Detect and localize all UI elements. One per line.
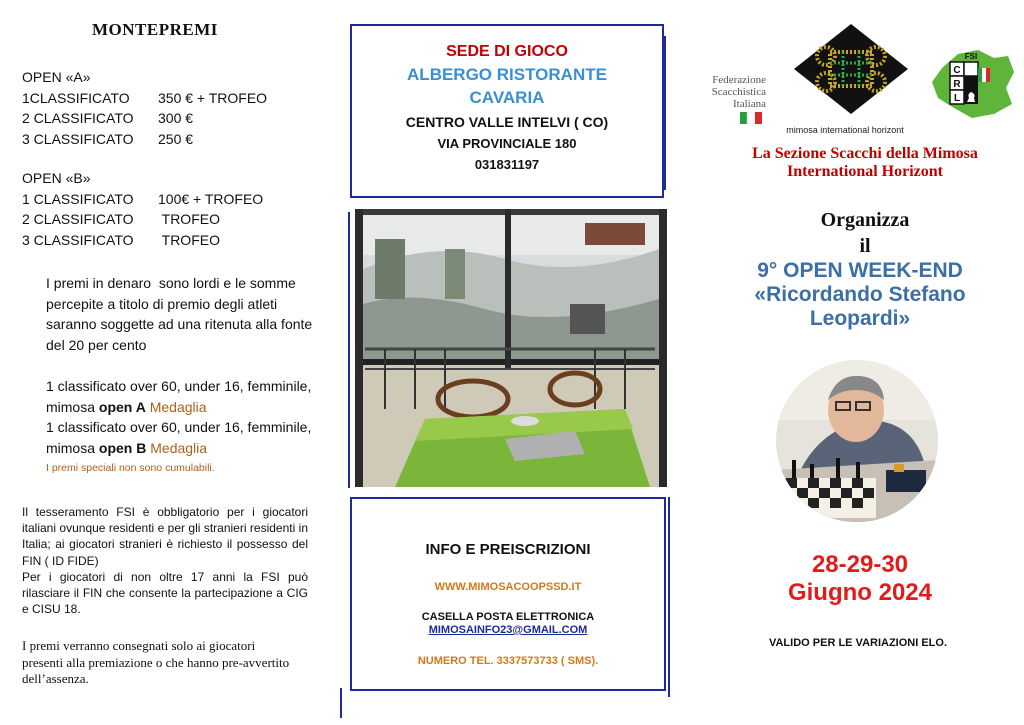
prize-place: 1 CLASSIFICATO xyxy=(22,190,134,207)
open-a-title: OPEN «A» xyxy=(22,69,91,85)
albergo-line-2: CAVARIA xyxy=(469,88,545,107)
tournament-title xyxy=(700,259,1020,331)
open-a-prize-list xyxy=(22,67,267,149)
sede-title: SEDE DI GIOCO xyxy=(446,43,568,60)
crl-letter-l: L xyxy=(953,93,961,104)
prize-amount: 350 € + TROFEO xyxy=(158,89,268,106)
fsi-paragraph-2: Per i giocatori di non oltre 17 anni la FSI può rilasciare il FIN che consente la partecipazione a CIG e CISU 18. xyxy=(22,569,308,617)
special-b-open: open B xyxy=(98,439,147,456)
venue-locality: CENTRO VALLE INTELVI ( CO) xyxy=(405,114,609,130)
prize-amount: 100€ + TROFEO xyxy=(158,190,264,207)
portrait-image xyxy=(776,360,938,522)
tournament-title-line-3: Leopardi» xyxy=(809,307,911,330)
email-link[interactable]: MIMOSAINFO23@GMAIL.COM xyxy=(428,624,588,636)
special-prizes xyxy=(46,376,314,479)
crl-letter-r: R xyxy=(953,79,961,90)
prize-row xyxy=(22,108,267,129)
prize-amount: TROFEO xyxy=(158,211,220,227)
federazione-scacchistica-logo xyxy=(686,74,766,120)
mimosa-logo xyxy=(788,22,914,116)
tournament-dates xyxy=(740,551,980,607)
special-a-open: open A xyxy=(98,398,146,415)
open-b-prize-list xyxy=(22,168,263,250)
decorative-line xyxy=(668,497,670,697)
special-prize-b xyxy=(46,417,314,458)
info-title: INFO E PREISCRIZIONI xyxy=(425,541,591,558)
prize-amount: TROFEO xyxy=(158,231,220,248)
special-a-medal: Medaglia xyxy=(145,398,207,415)
mimosa-knot-icon xyxy=(788,22,914,116)
open-b-title: OPEN «B» xyxy=(22,170,91,186)
mimosa-caption: mimosa international horizont xyxy=(786,125,904,135)
prize-place: 3 CLASSIFICATO xyxy=(22,231,134,248)
phone-number: NUMERO TEL. 3337573733 ( SMS). xyxy=(417,655,599,667)
info-preiscrizioni-box xyxy=(350,497,666,691)
venue-phone: 031831197 xyxy=(474,157,540,172)
email-label: CASELLA POSTA ELETTRONICA xyxy=(421,611,595,623)
sezione-scacchi-text: La Sezione Scacchi della Mimosa International Horizont xyxy=(752,145,978,180)
prize-place: 1CLASSIFICATO xyxy=(22,89,130,106)
fed-line-1: Federazione xyxy=(712,74,766,86)
venue-street: VIA PROVINCIALE 180 xyxy=(437,136,577,151)
crl-lombardia-logo xyxy=(928,48,1020,120)
crl-letter-c: C xyxy=(953,65,961,76)
prize-row xyxy=(22,230,263,251)
venue-photo-image xyxy=(355,209,667,487)
dates-month: Giugno 2024 xyxy=(787,579,933,606)
prize-row xyxy=(22,129,267,150)
organizza-word: Organizza xyxy=(820,209,910,231)
il-word: il xyxy=(859,235,871,257)
fsi-membership-text xyxy=(22,504,308,617)
fed-line-2: Scacchistica xyxy=(711,86,766,98)
elo-note: VALIDO PER LE VARIAZIONI ELO. xyxy=(768,637,948,649)
fsi-paragraph-1: Il tesseramento FSI è obbligatorio per i giocatori italiani ovunque residenti e per gli stranieri residenti in Italia; ai giocatori stranieri è richiesto il possesso del FIN ( ID FIDE) xyxy=(22,505,308,568)
prize-place: 2 CLASSIFICATO xyxy=(22,110,134,126)
consegna-premi-text: I premi verranno consegnati solo ai giocatori presenti alla premiazione o che hanno pre-avvertito dell’assenza. xyxy=(22,638,290,686)
albergo-line-1: ALBERGO RISTORANTE xyxy=(407,65,607,84)
tournament-title-line-1: 9° OPEN WEEK-END xyxy=(757,259,963,282)
website-link[interactable]: WWW.MIMOSACOOPSSD.IT xyxy=(434,581,582,593)
decorative-line xyxy=(664,36,666,190)
italian-flag-icon xyxy=(740,112,762,124)
lombardia-map-icon xyxy=(928,48,1020,120)
premi-lordi-text: I premi in denaro sono lordi e le somme percepite a titolo di premio degli atleti saranno soggette ad una ritenuta alla fonte del 20 per cento xyxy=(46,275,317,353)
stefano-portrait xyxy=(776,360,938,522)
special-a-text: 1 classificato over 60, under 16, femminile, mimosa xyxy=(46,378,312,415)
prize-row xyxy=(22,189,263,210)
fed-line-3: Italiana xyxy=(733,98,766,110)
special-b-text: 1 classificato over 60, under 16, femminile, mimosa xyxy=(46,419,312,456)
special-prize-a xyxy=(46,376,314,417)
special-b-medal: Medaglia xyxy=(146,439,208,456)
venue-address xyxy=(352,112,662,175)
sede-di-gioco-box xyxy=(350,24,664,198)
decorative-line xyxy=(340,688,342,718)
tournament-title-line-2: «Ricordando Stefano xyxy=(754,283,966,306)
prize-row xyxy=(22,88,267,109)
prize-amount: 300 € xyxy=(158,110,194,126)
decorative-line xyxy=(348,212,350,488)
crl-letter-fsi: FSI xyxy=(964,52,978,61)
venue-photo xyxy=(355,209,667,487)
prize-row xyxy=(22,209,263,230)
dates-days: 28-29-30 xyxy=(811,551,909,578)
prize-place: 2 CLASSIFICATO xyxy=(22,211,134,227)
prize-place: 3 CLASSIFICATO xyxy=(22,130,134,147)
montepremi-title: MONTEPREMI xyxy=(92,20,218,39)
prize-amount: 250 € xyxy=(158,130,194,147)
organizza-heading xyxy=(740,207,990,259)
non-cumulabili-note: I premi speciali non sono cumulabili. xyxy=(46,462,215,474)
